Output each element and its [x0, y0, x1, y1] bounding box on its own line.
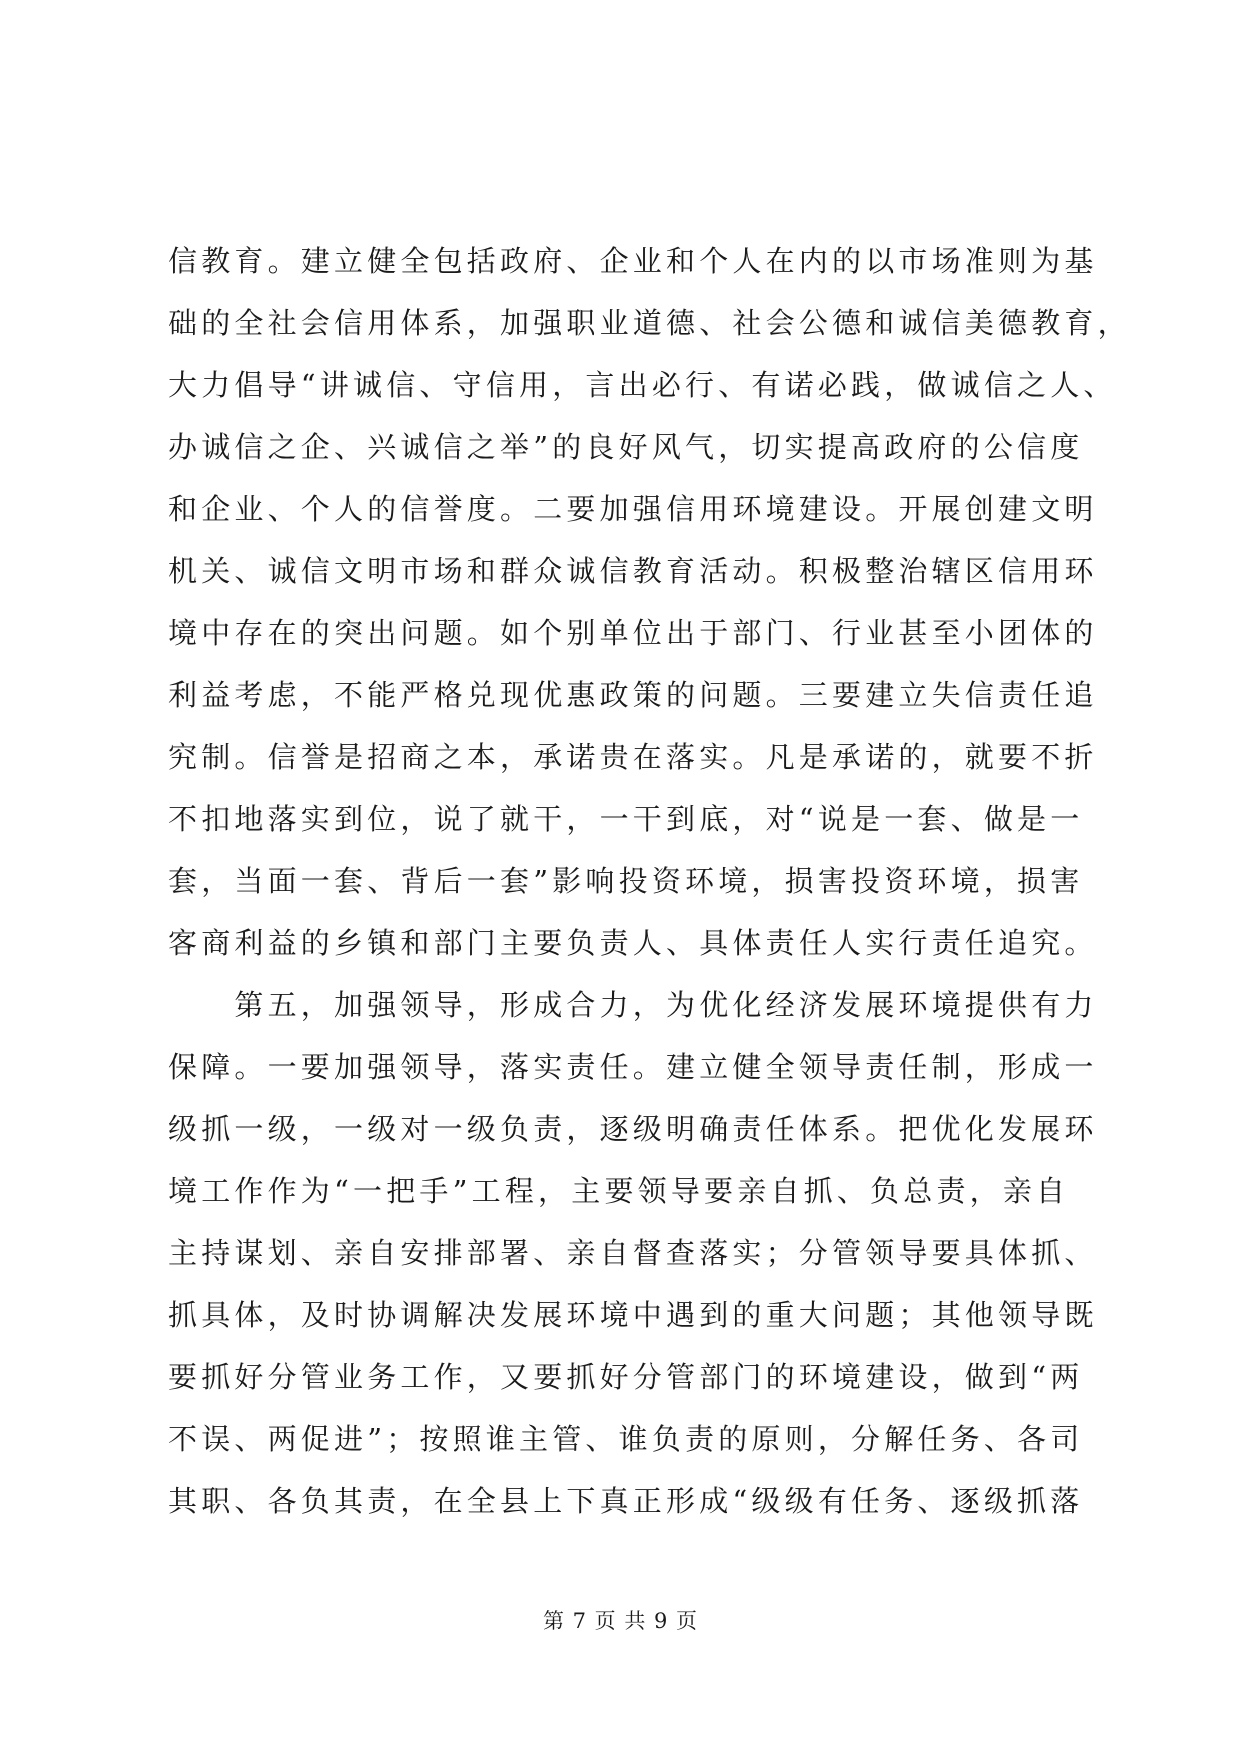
text-line: 套，当面一套、背后一套”影响投资环境，损害投资环境，损害 [168, 864, 1084, 898]
text-line: 机关、诚信文明市场和群众诚信教育活动。积极整治辖区信用环 [168, 554, 1098, 588]
text-line: 境中存在的突出问题。如个别单位出于部门、行业甚至小团体的 [168, 616, 1098, 650]
text-line: 不误、两促进”；按照谁主管、谁负责的原则，分解任务、各司 [168, 1422, 1084, 1456]
text-line: 其职、各负其责，在全县上下真正形成“级级有任务、逐级抓落 [168, 1484, 1084, 1518]
text-line: 抓具体，及时协调解决发展环境中遇到的重大问题；其他领导既 [168, 1298, 1098, 1332]
text-line: 级抓一级，一级对一级负责，逐级明确责任体系。把优化发展环 [168, 1112, 1098, 1146]
text-line: 信教育。建立健全包括政府、企业和个人在内的以市场准则为基 [168, 244, 1098, 278]
text-line: 办诚信之企、兴诚信之举”的良好风气，切实提高政府的公信度 [168, 430, 1084, 464]
text-line: 保障。一要加强领导，落实责任。建立健全领导责任制，形成一 [168, 1050, 1098, 1084]
text-line: 利益考虑，不能严格兑现优惠政策的问题。三要建立失信责任追 [168, 678, 1098, 712]
text-line: 主持谋划、亲自安排部署、亲自督查落实；分管领导要具体抓、 [168, 1236, 1098, 1270]
text-line: 和企业、个人的信誉度。二要加强信用环境建设。开展创建文明 [168, 492, 1098, 526]
text-line: 究制。信誉是招商之本，承诺贵在落实。凡是承诺的，就要不折 [168, 740, 1098, 774]
page-number-footer: 第 7 页 共 9 页 [542, 1609, 699, 1633]
text-line: 客商利益的乡镇和部门主要负责人、具体责任人实行责任追究。 [168, 926, 1098, 960]
text-line: 大力倡导“讲诚信、守信用，言出必行、有诺必践，做诚信之人、 [168, 368, 1117, 402]
text-line: 要抓好分管业务工作，又要抓好分管部门的环境建设，做到“两 [168, 1360, 1084, 1394]
text-line: 础的全社会信用体系，加强职业道德、社会公德和诚信美德教育， [168, 306, 1131, 340]
paragraph-start-line: 第五，加强领导，形成合力，为优化经济发展环境提供有力 [168, 988, 1098, 1022]
body-text [168, 230, 1131, 1532]
text-line: 境工作作为“一把手”工程，主要领导要亲自抓、负总责，亲自 [168, 1174, 1070, 1208]
text-line: 不扣地落实到位，说了就干，一干到底，对“说是一套、做是一 [168, 802, 1084, 836]
